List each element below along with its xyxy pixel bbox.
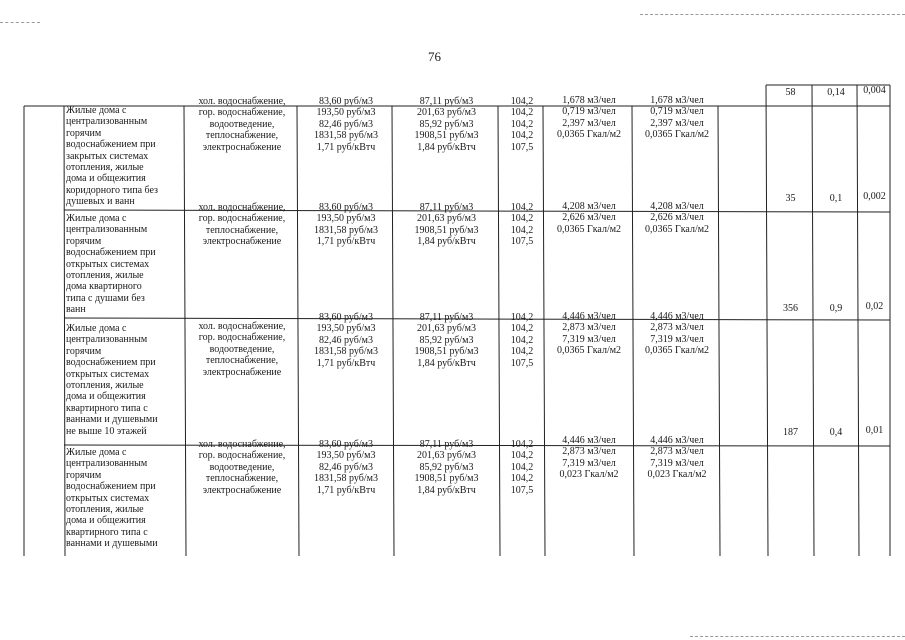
cell-line: 1,84 руб/кВтч <box>417 484 476 496</box>
cell-line: гор. водоснабжение, <box>198 213 286 225</box>
cell-line: 1,71 руб/кВтч <box>316 236 376 248</box>
cell-line: коридорного типа без <box>66 184 158 196</box>
cell-line: электроснабжение <box>202 236 282 248</box>
cell-line: 201,63 руб/м3 <box>417 213 476 225</box>
cell-line: 1908,51 руб/м3 <box>414 224 479 236</box>
cell-line: гор. водоснабжение, <box>198 107 286 119</box>
cell-line: хол. водоснабжение, <box>198 439 286 450</box>
page-number: 76 <box>428 49 441 64</box>
cell-line: квартирного типа с <box>66 526 148 538</box>
cell-line: отопления, жилые <box>66 380 144 392</box>
cell-line: хол. водоснабжение, <box>198 321 286 332</box>
cell-line: водоотведение, <box>209 343 275 355</box>
cell-line: 1,84 руб/кВтч <box>417 357 476 369</box>
cell-line: отопления, жилые <box>66 270 144 282</box>
cell-line: 104,2 <box>510 450 534 462</box>
cell-line: 2,873 м3/чел <box>650 322 704 334</box>
tariff-new-cell <box>394 202 499 248</box>
category-cell <box>66 447 184 550</box>
cell-line: Жилые дома с <box>66 213 127 224</box>
cell-line: водоснабжением при <box>66 139 156 151</box>
cell-line: 2,626 м3/чел <box>650 212 704 224</box>
cell-line: 104,2 <box>510 96 534 107</box>
services-cell <box>186 96 298 153</box>
cell-line: 87,11 руб/м3 <box>419 96 474 107</box>
cell-line: 2,397 м3/чел <box>650 117 704 129</box>
column-line-11 <box>857 85 859 556</box>
cell-line: теплоснабжение, <box>205 355 279 367</box>
cell-line: 104,2 <box>510 439 534 450</box>
cell-line: 0,0365 Гкал/м2 <box>644 223 710 235</box>
tariff-base-cell <box>299 96 393 153</box>
cell-line: 1,71 руб/кВтч <box>316 141 376 153</box>
cell-line: 0,023 Гкал/м2 <box>647 469 707 481</box>
cell-line: хол. водоснабжение, <box>198 202 286 213</box>
tariff-new-cell <box>394 96 499 153</box>
cell-line: водоснабжением при <box>66 247 156 259</box>
cell-line: 104,2 <box>510 473 534 485</box>
cell-line: 1,84 руб/кВтч <box>417 236 476 248</box>
cell-line: 1908,51 руб/м3 <box>414 346 479 358</box>
cell-line: 4,208 м3/чел <box>562 201 616 212</box>
cell-line: 1,71 руб/кВтч <box>316 357 376 369</box>
cell-line: 0,0365 Гкал/м2 <box>644 345 710 357</box>
cell-line: не выше 10 этажей <box>66 425 147 437</box>
cell-line: 85,92 руб/м3 <box>419 461 474 473</box>
cell-line: 83,60 руб/м3 <box>319 96 373 107</box>
cell-line: дома и общежития <box>66 515 146 527</box>
norm-b-cell <box>634 435 720 481</box>
cell-line: 104,2 <box>510 312 534 323</box>
cell-line: 104,2 <box>510 107 534 119</box>
cell-line: 7,319 м3/чел <box>650 333 704 345</box>
cell-line: 1,84 руб/кВтч <box>417 141 476 153</box>
cell-line: 87,11 руб/м3 <box>419 312 474 323</box>
cell-line: 82,46 руб/м3 <box>319 334 373 346</box>
cell-line: теплоснабжение, <box>205 130 279 142</box>
tariff-new-cell <box>394 312 499 369</box>
cell-line: 82,46 руб/м3 <box>319 461 373 473</box>
cell-line: 0,0365 Гкал/м2 <box>644 129 710 141</box>
cell-line: 104,2 <box>510 346 534 358</box>
services-cell <box>186 202 298 248</box>
cell-line: дома квартирного <box>66 281 142 293</box>
norm-a-cell <box>545 201 633 235</box>
cell-line: открытых системах <box>66 258 150 270</box>
share-a-cell: 0,9 <box>829 303 843 314</box>
cell-line: 104,2 <box>510 213 534 225</box>
cell-line: теплоснабжение, <box>205 473 279 485</box>
cell-line: 201,63 руб/м3 <box>417 107 476 119</box>
cell-line: электроснабжение <box>202 141 282 153</box>
cell-line: горячим <box>66 345 102 357</box>
column-line-10 <box>812 85 814 556</box>
norm-a-cell <box>545 311 633 357</box>
cell-line: централизованным <box>66 116 148 128</box>
cell-line: централизованным <box>66 458 148 470</box>
cell-line: гор. водоснабжение, <box>198 332 286 344</box>
share-a-cell: 0,1 <box>829 193 843 204</box>
cell-line: 4,208 м3/чел <box>650 201 704 212</box>
cell-line: типа с душами без <box>66 292 145 304</box>
cell-line: 0,719 м3/чел <box>650 106 704 118</box>
share-b-cell: 0,004 <box>863 85 886 96</box>
cell-line: ванн <box>66 304 86 316</box>
cell-line: ваннами и душевыми <box>66 414 158 426</box>
cell-line: 87,11 руб/м3 <box>419 202 474 213</box>
cell-line: электроснабжение <box>202 484 282 496</box>
cell-line: 0,719 м3/чел <box>562 106 616 118</box>
cell-line: Жилые дома с <box>66 447 127 458</box>
cell-line: открытых системах <box>66 368 150 380</box>
cell-line: ваннами и душевыми <box>66 538 158 550</box>
cell-line: 107,5 <box>510 141 534 153</box>
count-cell: 187 <box>783 427 798 438</box>
cell-line: 1,678 м3/чел <box>562 95 616 106</box>
cell-line: 104,2 <box>510 118 534 130</box>
share-b-cell: 0,002 <box>863 191 886 202</box>
cell-line: квартирного типа с <box>66 402 148 414</box>
cell-line: 1,678 м3/чел <box>650 95 704 106</box>
category-cell <box>66 213 184 316</box>
index-cell <box>500 312 544 369</box>
cell-line: 193,50 руб/м3 <box>316 450 376 462</box>
index-cell <box>500 96 544 153</box>
cell-line: 83,60 руб/м3 <box>319 439 373 450</box>
tariff-new-cell <box>394 439 499 496</box>
norm-b-cell <box>634 201 720 235</box>
cell-line: 104,2 <box>510 130 534 142</box>
category-cell <box>66 105 184 208</box>
cell-line: 104,2 <box>510 323 534 335</box>
cell-line: 0,0365 Гкал/м2 <box>556 223 622 235</box>
cell-line: 83,60 руб/м3 <box>319 202 373 213</box>
cell-line: 7,319 м3/чел <box>562 457 616 469</box>
cell-line: централизованным <box>66 224 148 236</box>
cell-line: 1,71 руб/кВтч <box>316 484 376 496</box>
cell-line: 87,11 руб/м3 <box>419 439 474 450</box>
cell-line: открытых системах <box>66 492 150 504</box>
norm-b-cell <box>634 95 720 141</box>
cell-line: водоснабжением при <box>66 357 156 369</box>
cell-line: 2,397 м3/чел <box>562 117 616 129</box>
cell-line: 4,446 м3/чел <box>562 435 616 446</box>
cell-line: 193,50 руб/м3 <box>316 323 376 335</box>
norm-b-cell <box>634 311 720 357</box>
cell-line: 104,2 <box>510 334 534 346</box>
cell-line: 85,92 руб/м3 <box>419 118 474 130</box>
column-line-1 <box>64 106 65 556</box>
cell-line: 107,5 <box>510 357 534 369</box>
cell-line: отопления, жилые <box>66 504 144 516</box>
cell-line: 83,60 руб/м3 <box>319 312 373 323</box>
cell-line: отопления, жилые <box>66 162 144 174</box>
cell-line: водоснабжением при <box>66 481 156 493</box>
tariff-base-cell <box>299 202 393 248</box>
tariff-base-cell <box>299 312 393 369</box>
cell-line: 193,50 руб/м3 <box>316 213 376 225</box>
count-cell: 356 <box>783 303 798 314</box>
tariff-base-cell <box>299 439 393 496</box>
share-b-cell: 0,01 <box>865 425 884 436</box>
cell-line: горячим <box>66 127 102 139</box>
scan-artifact-bottom <box>690 636 905 637</box>
cell-line: 104,2 <box>510 202 534 213</box>
share-b-cell: 0,02 <box>865 301 884 312</box>
cell-line: хол. водоснабжение, <box>198 96 286 107</box>
cell-line: горячим <box>66 469 102 481</box>
share-a-cell: 0,4 <box>829 427 843 438</box>
count-cell: 35 <box>785 193 796 204</box>
cell-line: 1908,51 руб/м3 <box>414 130 479 142</box>
cell-line: 1831,58 руб/м3 <box>314 346 378 358</box>
cell-line: 104,2 <box>510 461 534 473</box>
cell-line: 7,319 м3/чел <box>650 457 704 469</box>
index-cell <box>500 202 544 248</box>
cell-line: 4,446 м3/чел <box>650 311 704 322</box>
scan-artifact-top <box>0 22 40 23</box>
cell-line: 2,873 м3/чел <box>562 446 616 458</box>
cell-line: Жилые дома с <box>66 105 127 116</box>
cell-line: 4,446 м3/чел <box>650 435 704 446</box>
cell-line: 107,5 <box>510 236 534 248</box>
cell-line: 193,50 руб/м3 <box>316 107 376 119</box>
cell-line: 0,023 Гкал/м2 <box>559 469 619 481</box>
cell-line: теплоснабжение, <box>205 224 279 236</box>
cell-line: 0,0365 Гкал/м2 <box>556 129 622 141</box>
cell-line: 1831,58 руб/м3 <box>314 130 378 142</box>
share-a-cell: 0,14 <box>827 87 845 98</box>
cell-line: дома и общежития <box>66 173 146 185</box>
count-cell: 58 <box>785 87 796 98</box>
norm-a-cell <box>545 435 633 481</box>
services-cell <box>186 321 298 378</box>
cell-line: 107,5 <box>510 484 534 496</box>
norm-a-cell <box>545 95 633 141</box>
cell-line: 201,63 руб/м3 <box>417 323 476 335</box>
column-line-9 <box>766 85 768 556</box>
cell-line: 2,873 м3/чел <box>562 322 616 334</box>
cell-line: 2,626 м3/чел <box>562 212 616 224</box>
scan-artifact-top-right <box>640 14 905 15</box>
cell-line: электроснабжение <box>202 366 282 378</box>
cell-line: горячим <box>66 235 102 247</box>
cell-line: душевых и ванн <box>66 196 135 208</box>
cell-line: Жилые дома с <box>66 323 127 334</box>
cell-line: 82,46 руб/м3 <box>319 118 373 130</box>
cell-line: 0,0365 Гкал/м2 <box>556 345 622 357</box>
cell-line: водоотведение, <box>209 118 275 130</box>
cell-line: закрытых системах <box>66 150 149 162</box>
cell-line: гор. водоснабжение, <box>198 450 286 462</box>
cell-line: 104,2 <box>510 224 534 236</box>
category-cell <box>66 323 184 437</box>
cell-line: 1831,58 руб/м3 <box>314 473 378 485</box>
cell-line: 4,446 м3/чел <box>562 311 616 322</box>
cell-line: 85,92 руб/м3 <box>419 334 474 346</box>
cell-line: 1908,51 руб/м3 <box>414 473 479 485</box>
cell-line: 7,319 м3/чел <box>562 333 616 345</box>
cell-line: 201,63 руб/м3 <box>417 450 476 462</box>
services-cell <box>186 439 298 496</box>
cell-line: водоотведение, <box>209 461 275 473</box>
cell-line: централизованным <box>66 334 148 346</box>
index-cell <box>500 439 544 496</box>
cell-line: 2,873 м3/чел <box>650 446 704 458</box>
cell-line: дома и общежития <box>66 391 146 403</box>
cell-line: 1831,58 руб/м3 <box>314 224 378 236</box>
